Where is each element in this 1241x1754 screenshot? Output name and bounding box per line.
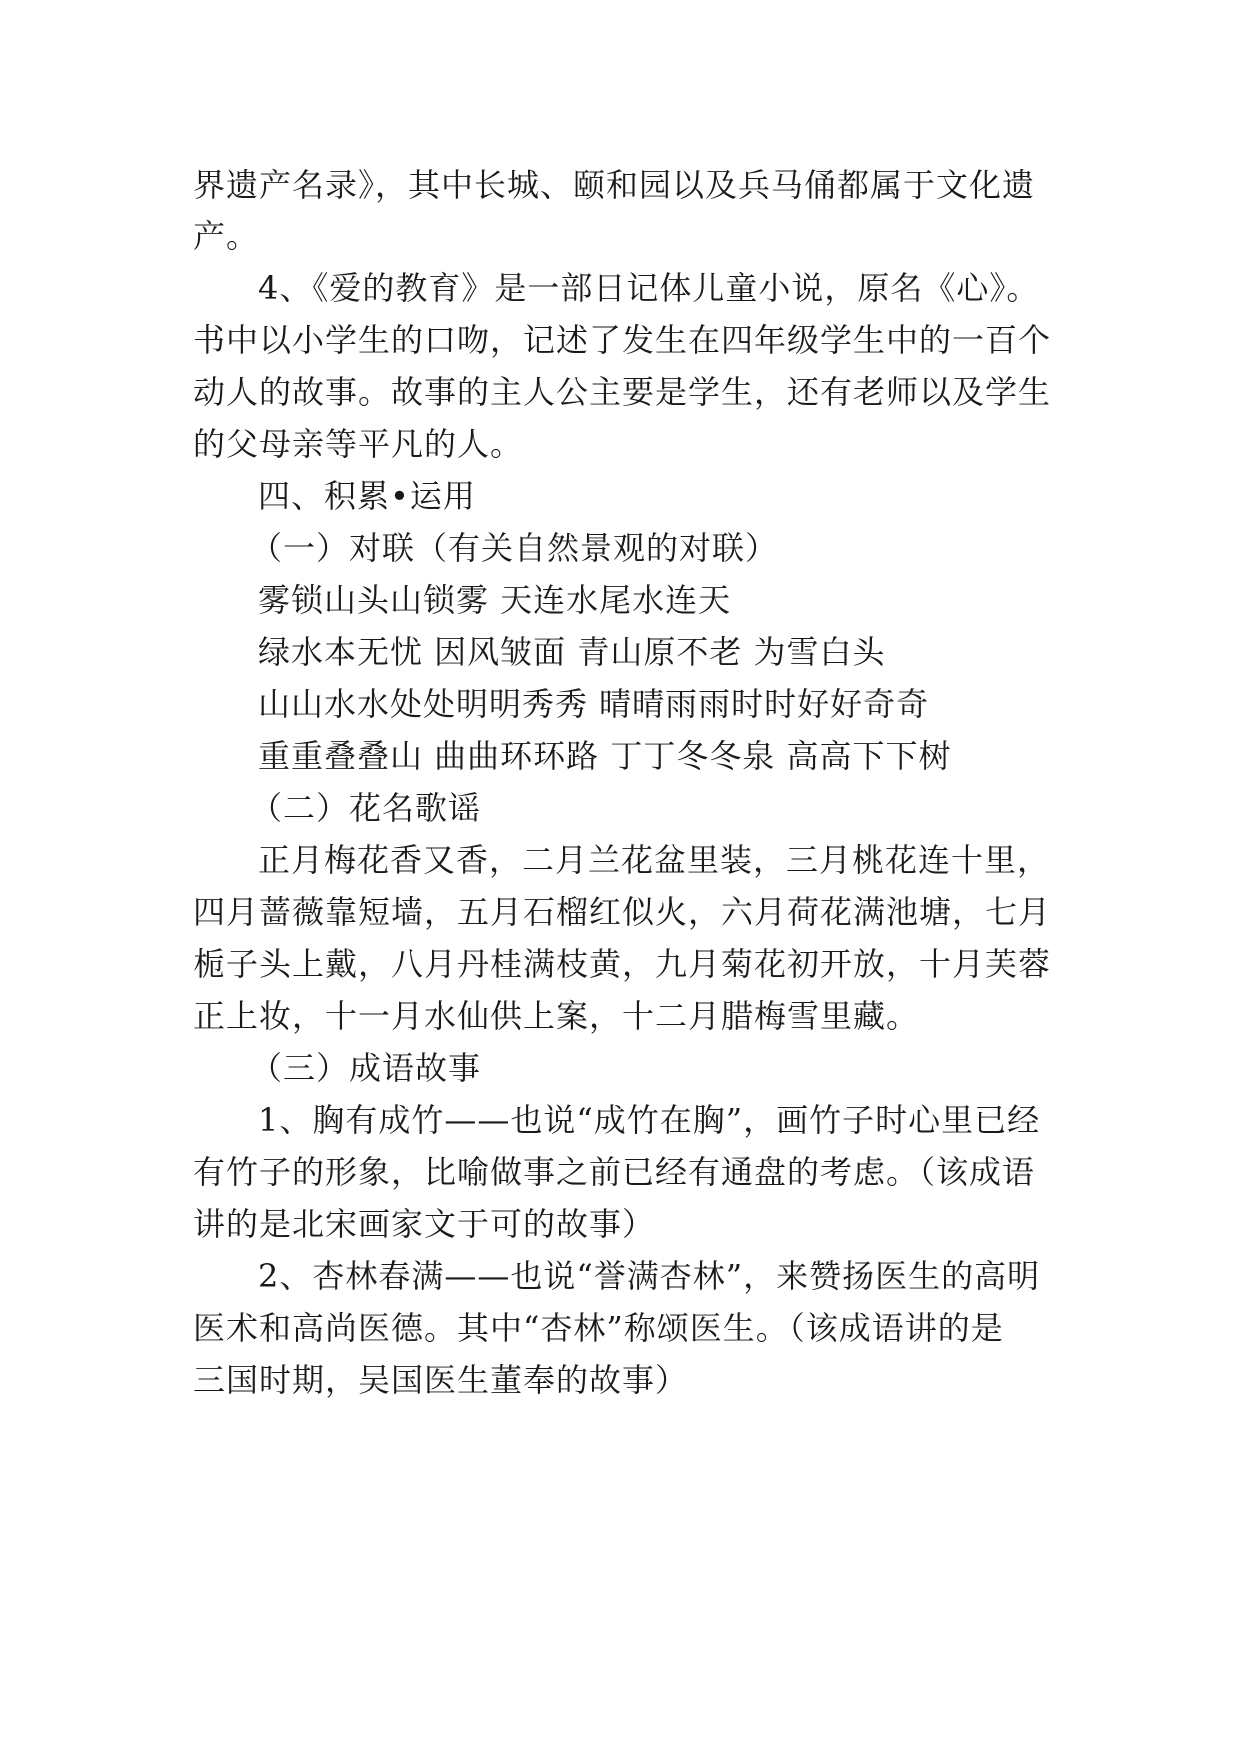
text-line: 产。 [193,217,260,255]
text-line: 的父母亲等平凡的人。 [193,425,524,463]
couplet-line: 山山水水处处明明秀秀 晴晴雨雨时时好好奇奇 [258,685,930,723]
text-line: 界遗产名录》，其中长城、颐和园以及兵马俑都属于文化遗 [193,166,1036,204]
subsection-heading: （三）成语故事 [250,1049,482,1087]
text-line: 栀子头上戴，八月丹桂满枝黄，九月菊花初开放，十月芙蓉 [193,945,1052,983]
text-line: 讲的是北宋画家文于可的故事） [193,1205,656,1243]
couplet-line: 绿水本无忧 因风皱面 青山原不老 为雪白头 [258,633,886,671]
text-line: 正上妆，十一月水仙供上案，十二月腊梅雪里藏。 [193,997,920,1035]
subsection-heading: （一）对联（有关自然景观的对联） [250,529,779,567]
text-line: 书中以小学生的口吻，记述了发生在四年级学生中的一百个 [193,321,1052,359]
text-line: 4、《爱的教育》是一部日记体儿童小说，原名《心》。 [258,269,1040,307]
couplet-line: 重重叠叠山 曲曲环环路 丁丁冬冬泉 高高下下树 [258,737,952,775]
text-line: 2、杏林春满——也说“誉满杏林”，来赞扬医生的高明 [258,1257,1041,1295]
text-line: 正月梅花香又香，二月兰花盆里装，三月桃花连十里， [258,841,1051,879]
text-line: 四月蔷薇靠短墙，五月石榴红似火，六月荷花满池塘，七月 [193,893,1052,931]
subsection-heading: （二）花名歌谣 [250,789,482,827]
text-line: 动人的故事。故事的主人公主要是学生，还有老师以及学生 [193,373,1052,411]
text-line: 有竹子的形象，比喻做事之前已经有通盘的考虑。（该成语 [193,1153,1036,1191]
couplet-line: 雾锁山头山锁雾 天连水尾水连天 [258,581,732,619]
text-line: 三国时期，吴国医生董奉的故事） [193,1361,689,1399]
section-heading: 四、积累•运用 [258,477,476,515]
text-line: 医术和高尚医德。其中“杏林”称颂医生。（该成语讲的是 [193,1309,1004,1347]
text-line: 1、胸有成竹——也说“成竹在胸”，画竹子时心里已经 [258,1101,1041,1139]
